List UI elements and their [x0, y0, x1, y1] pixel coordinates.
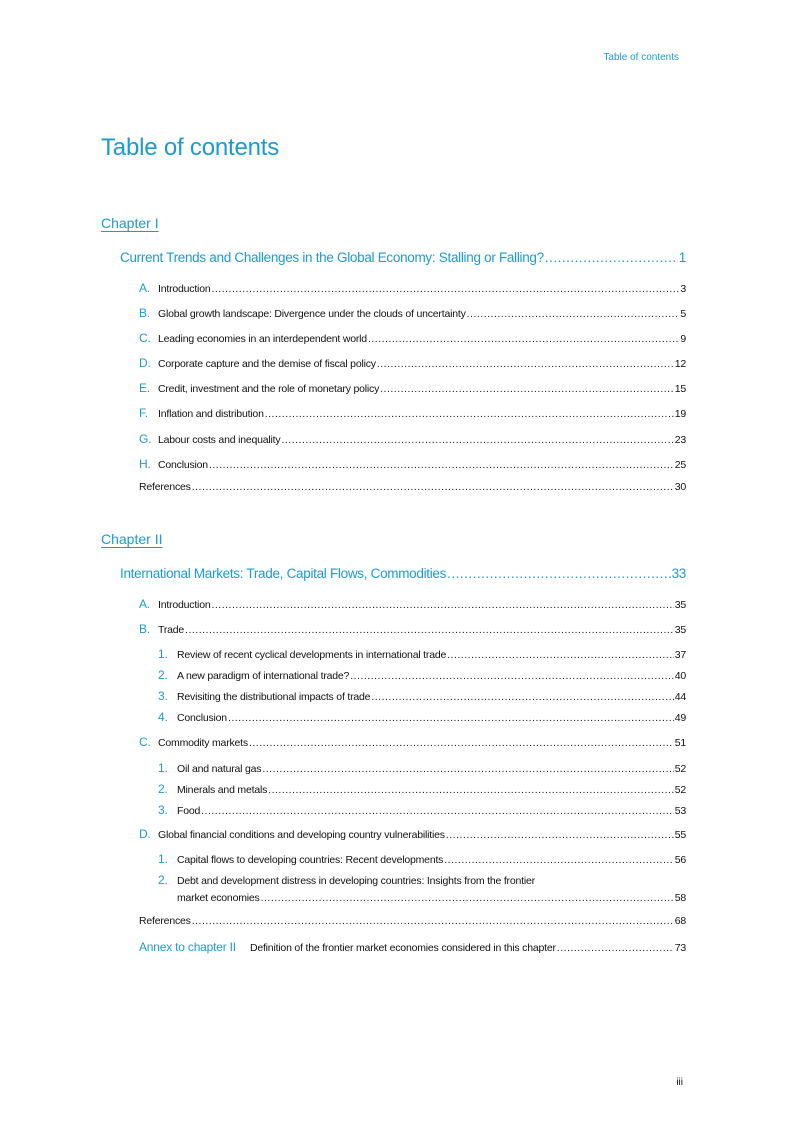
- annex-entry[interactable]: [139, 940, 686, 954]
- toc-subentry[interactable]: [158, 852, 686, 866]
- toc-entry[interactable]: [139, 457, 686, 471]
- subsection-title-continued: market economies: [177, 892, 260, 904]
- toc-entry[interactable]: [139, 827, 686, 841]
- section-letter: E.: [139, 381, 150, 395]
- references-label: References: [139, 481, 191, 493]
- subsection-title: Capital flows to developing countries: Recent developments: [177, 854, 444, 866]
- chapter-2-heading[interactable]: [120, 566, 686, 584]
- dot-leader: [368, 333, 679, 345]
- section-title: Global financial conditions and developing country vulnerabilities: [158, 829, 445, 841]
- chapter-1-heading[interactable]: [120, 250, 686, 268]
- page-number: 49: [674, 712, 686, 724]
- section-title: Conclusion: [158, 459, 208, 471]
- running-head: Table of contents: [603, 52, 679, 63]
- subsection-title: Oil and natural gas: [177, 763, 262, 775]
- toc-entry[interactable]: [139, 597, 686, 611]
- dot-leader: [377, 358, 674, 370]
- section-title: Corporate capture and the demise of fiscal policy: [158, 358, 376, 370]
- dot-leader: [380, 383, 674, 395]
- toc-subentry-continuation[interactable]: [177, 892, 686, 906]
- toc-entry[interactable]: [139, 406, 686, 420]
- dot-leader: [557, 942, 674, 954]
- section-letter: C.: [139, 331, 151, 345]
- page-number: 30: [674, 481, 686, 493]
- subsection-number: 1.: [158, 852, 168, 866]
- dot-leader: [209, 459, 674, 471]
- references-entry[interactable]: [139, 481, 686, 495]
- references-label: References: [139, 915, 191, 927]
- page-number: 1: [678, 250, 686, 265]
- section-letter: C.: [139, 735, 151, 749]
- dot-leader: [467, 308, 680, 320]
- page-number: 9: [680, 333, 686, 345]
- subsection-number: 2.: [158, 782, 168, 796]
- annex-title: Definition of the frontier market economies considered in this chapter: [249, 942, 556, 954]
- dot-leader: [192, 481, 674, 493]
- dot-leader: [350, 670, 674, 682]
- page-number: 40: [674, 670, 686, 682]
- subsection-title: Review of recent cyclical developments in international trade: [177, 649, 447, 661]
- subsection-number: 3.: [158, 803, 168, 817]
- subsection-number: 2.: [158, 668, 168, 682]
- toc-entry[interactable]: [139, 356, 686, 370]
- page-number: 5: [680, 308, 686, 320]
- section-title: Introduction: [158, 283, 211, 295]
- section-letter: B.: [139, 622, 150, 636]
- subsection-title: Food: [177, 805, 201, 817]
- section-letter: D.: [139, 827, 151, 841]
- page-number: 37: [674, 649, 686, 661]
- section-title: Introduction: [158, 599, 211, 611]
- dot-leader: [185, 624, 674, 636]
- subsection-title: Conclusion: [177, 712, 227, 724]
- section-title: Labour costs and inequality: [158, 434, 281, 446]
- page-number: 56: [674, 854, 686, 866]
- section-letter: A.: [139, 597, 150, 611]
- toc-subentry[interactable]: [158, 761, 686, 775]
- page-number: 68: [674, 915, 686, 927]
- dot-leader: [228, 712, 674, 724]
- chapter-title: Current Trends and Challenges in the Global Economy: Stalling or Falling?: [120, 250, 544, 265]
- dot-leader: [371, 691, 673, 703]
- page-number: 25: [674, 459, 686, 471]
- page-number: 55: [674, 829, 686, 841]
- dot-leader: [192, 915, 674, 927]
- subsection-number: 4.: [158, 710, 168, 724]
- toc-subentry[interactable]: [158, 668, 686, 682]
- section-letter: H.: [139, 457, 151, 471]
- section-letter: F.: [139, 406, 148, 420]
- subsection-title: Debt and development distress in developing countries: Insights from the frontier: [177, 875, 535, 887]
- page-number: 15: [674, 383, 686, 395]
- section-title: Commodity markets: [158, 737, 248, 749]
- page-number: 44: [674, 691, 686, 703]
- page-number: 73: [674, 942, 686, 954]
- dot-leader: [261, 892, 674, 904]
- dot-leader: [201, 805, 674, 817]
- chapter-title: International Markets: Trade, Capital Flows, Commodities: [120, 566, 447, 581]
- toc-subentry[interactable]: [158, 873, 535, 887]
- section-title: Trade: [158, 624, 185, 636]
- chapter-2-label[interactable]: Chapter II: [101, 531, 163, 547]
- dot-leader: [444, 854, 673, 866]
- page-number: 23: [674, 434, 686, 446]
- dot-leader: [545, 250, 678, 265]
- dot-leader: [262, 763, 673, 775]
- dot-leader: [281, 434, 673, 446]
- page-number: 51: [674, 737, 686, 749]
- subsection-number: 3.: [158, 689, 168, 703]
- dot-leader: [211, 599, 673, 611]
- section-letter: D.: [139, 356, 151, 370]
- toc-subentry[interactable]: [158, 689, 686, 703]
- dot-leader: [447, 566, 670, 581]
- page-number: 58: [674, 892, 686, 904]
- toc-entry[interactable]: [139, 381, 686, 395]
- section-title: Credit, investment and the role of monetary policy: [158, 383, 380, 395]
- page-number: 53: [674, 805, 686, 817]
- annex-label: Annex to chapter II: [139, 940, 236, 954]
- toc-subentry[interactable]: [158, 782, 686, 796]
- dot-leader: [268, 784, 674, 796]
- page-number: 12: [674, 358, 686, 370]
- toc-entry[interactable]: [139, 306, 686, 320]
- dot-leader: [265, 408, 674, 420]
- page-number: 3: [680, 283, 686, 295]
- chapter-1-label[interactable]: Chapter I: [101, 215, 159, 231]
- page-number: 35: [674, 624, 686, 636]
- subsection-title: Revisiting the distributional impacts of trade: [177, 691, 371, 703]
- toc-entry[interactable]: [139, 331, 686, 345]
- toc-entry[interactable]: [139, 432, 686, 446]
- subsection-number: 1.: [158, 761, 168, 775]
- page-number: 52: [674, 763, 686, 775]
- subsection-number: 1.: [158, 647, 168, 661]
- dot-leader: [446, 829, 674, 841]
- page-number: 52: [674, 784, 686, 796]
- page-number: 33: [671, 566, 686, 581]
- section-title: Leading economies in an interdependent world: [158, 333, 367, 345]
- subsection-title: Minerals and metals: [177, 784, 268, 796]
- toc-entry[interactable]: [139, 735, 686, 749]
- subsection-title: A new paradigm of international trade?: [177, 670, 350, 682]
- section-letter: B.: [139, 306, 150, 320]
- section-letter: A.: [139, 281, 150, 295]
- dot-leader: [249, 737, 674, 749]
- dot-leader: [447, 649, 674, 661]
- toc-entry[interactable]: [139, 622, 686, 636]
- page-folio: iii: [676, 1077, 683, 1088]
- section-title: Global growth landscape: Divergence under the clouds of uncertainty: [158, 308, 466, 320]
- references-entry[interactable]: [139, 915, 686, 929]
- dot-leader: [211, 283, 679, 295]
- toc-subentry[interactable]: [158, 803, 686, 817]
- section-letter: G.: [139, 432, 152, 446]
- page-title: Table of contents: [101, 134, 280, 161]
- toc-subentry[interactable]: [158, 647, 686, 661]
- page-number: 19: [674, 408, 686, 420]
- toc-subentry[interactable]: [158, 710, 686, 724]
- page-number: 35: [674, 599, 686, 611]
- toc-entry[interactable]: [139, 281, 686, 295]
- section-title: Inflation and distribution: [158, 408, 264, 420]
- subsection-number: 2.: [158, 873, 168, 887]
